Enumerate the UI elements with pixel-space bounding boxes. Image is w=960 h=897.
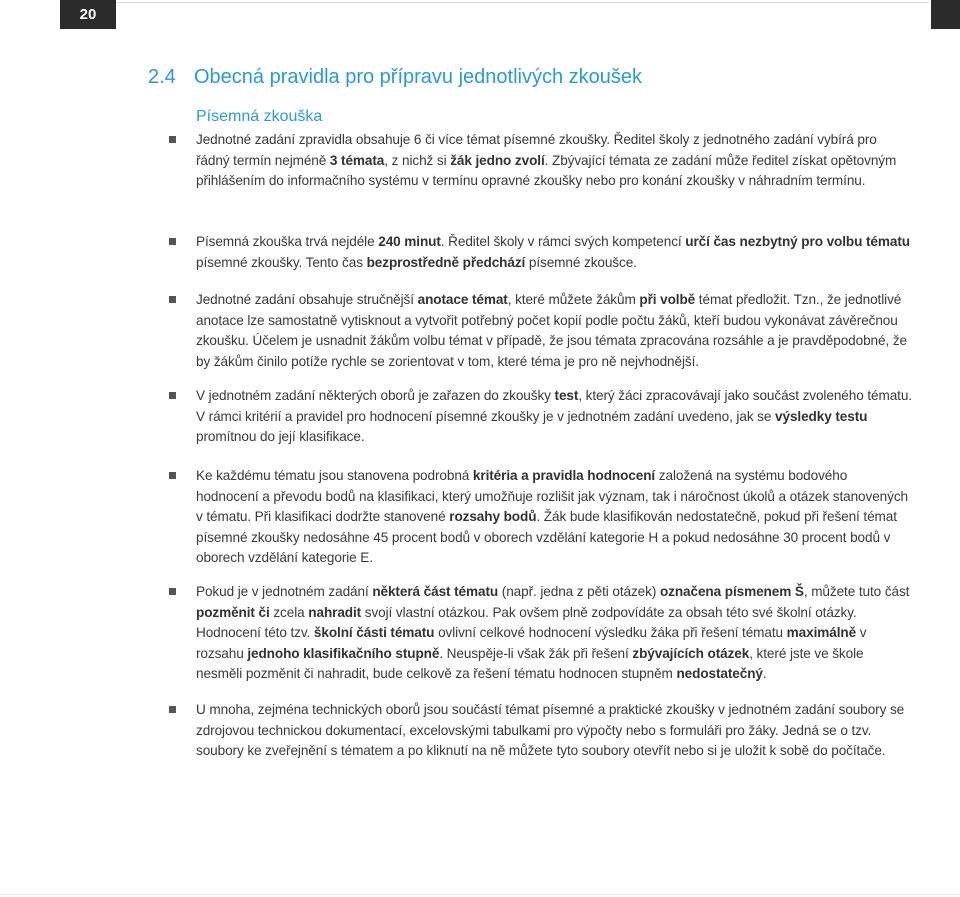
- emphasis-text: jednoho klasifikačního stupně: [247, 645, 440, 661]
- body-text: . Neuspěje-li však žák při řešení: [439, 645, 633, 661]
- bullet-square-icon: [169, 136, 176, 143]
- body-text: svojí vlastní otázkou. Pak ovšem plně zodpovídáte za obsah této své školní otázky. Hodnocení této tzv.: [196, 604, 857, 640]
- emphasis-text: výsledky testu: [775, 408, 868, 424]
- body-text: v rozsahu: [196, 625, 867, 661]
- body-text: témat předložit. Tzn., že jednotlivé anotace lze samostatně vytisknout a vytvořit potřebný počet kopií podle počtu žáků, kteří budou vykonávat závěrečnou zkoušku. Účelem je usnadnit žákům volbu témat v případě, že jsou témata zpracována rozsáhle a je pravděpodobné, že by žákům činilo potíže rychle se zorientovat v tom, které téma je pro ně nejvhodnější.: [196, 292, 907, 369]
- bullet-square-icon: [169, 472, 176, 479]
- body-text: promítnou do její klasifikace.: [196, 429, 365, 444]
- body-text: zcela: [269, 604, 309, 620]
- body-text: , které jste ve škole nesměli pozměnit či nahradit, bude celkově za řešení tématu hodnocen stupněm: [196, 645, 864, 681]
- emphasis-text: pozměnit či: [196, 604, 270, 620]
- emphasis-text: bezprostředně předchází: [366, 254, 526, 270]
- section-heading: [148, 66, 642, 89]
- body-text: písemné zkoušce.: [525, 254, 637, 270]
- list-item: [196, 466, 912, 569]
- bullet-square-icon: [169, 392, 176, 399]
- emphasis-text: nahradit: [308, 604, 362, 620]
- list-item: [196, 290, 912, 372]
- emphasis-text: školní části tématu: [313, 625, 435, 640]
- emphasis-text: maximálně: [786, 625, 857, 640]
- list-item: [196, 386, 912, 448]
- emphasis-text: rozsahy bodů: [449, 509, 537, 524]
- list-item: [196, 582, 912, 685]
- emphasis-text: 3 témata: [329, 152, 385, 168]
- bullet-square-icon: [169, 706, 176, 713]
- emphasis-text: při volbě: [639, 292, 696, 307]
- emphasis-text: některá část tématu: [372, 584, 499, 599]
- bullet-square-icon: [169, 296, 176, 303]
- body-text: Písemná zkouška trvá nejdéle: [196, 234, 379, 249]
- body-text: , můžete tuto část: [803, 584, 910, 599]
- emphasis-text: anotace témat: [417, 292, 508, 307]
- emphasis-text: nedostatečný: [676, 666, 763, 681]
- body-text: (např. jedna z pěti otázek): [498, 584, 660, 599]
- bullet-square-icon: [169, 238, 176, 245]
- emphasis-text: kritéria a pravidla hodnocení: [472, 468, 656, 483]
- subsection-title: Písemná zkouška: [196, 108, 323, 125]
- body-text: písemné zkoušky. Tento čas: [196, 254, 367, 270]
- footer-rule: [0, 894, 960, 895]
- emphasis-text: 240 minut: [378, 234, 441, 249]
- body-text: V jednotném zadání některých oborů je zařazen do zkoušky: [196, 388, 555, 403]
- header-rule: [116, 2, 929, 3]
- body-text: Jednotné zadání zpravidla obsahuje 6 či více témat písemné zkoušky. Ředitel školy z jednotného zadání vybírá pro řádný termín nejméně: [196, 132, 877, 168]
- body-text: .: [762, 666, 767, 681]
- emphasis-text: žák jedno zvolí: [450, 152, 545, 168]
- body-text: U mnoha, zejména technických oborů jsou součástí témat písemné a praktické zkoušky v jednotném zadání soubory se zdrojovou technickou dokumentací, excelovskými tabulkami pro výpočty nebo s formuláři pro žáky. Jedná se o tzv. soubory ke zveřejnění s tématem a po kliknutí na ně můžete tyto soubory otevřít nebo si je uložit k sobě do počítače.: [196, 702, 905, 758]
- emphasis-text: určí čas nezbytný pro volbu tématu: [685, 234, 910, 249]
- page-number: 20: [60, 0, 116, 29]
- body-text: ovlivní celkové hodnocení výsledku žáka při řešení tématu: [434, 625, 787, 640]
- emphasis-text: označena písmenem Š: [659, 584, 804, 599]
- section-title: Obecná pravidla pro přípravu jednotlivých zkoušek: [194, 66, 643, 88]
- list-item: [196, 130, 912, 192]
- body-text: založená na systému bodového hodnocení a převodu bodů na klasifikaci, který umožňuje rozlišit jak význam, tak i náročnost úkolů a otázek stanovených v tématu. Při klasifikaci dodržte stanovené: [196, 468, 908, 524]
- body-text: , které můžete žákům: [507, 292, 640, 307]
- rules-list: [196, 130, 912, 758]
- body-text: . Ředitel školy v rámci svých kompetencí: [440, 234, 686, 249]
- emphasis-text: test: [554, 388, 579, 403]
- emphasis-text: zbývajících otázek: [632, 645, 750, 661]
- body-text: . Žák bude klasifikován nedostatečně, pokud při řešení témat písemné zkoušky nedosáhne 45 procent bodů v oborech vzdělání kategorie H a pokud nedosáhne 30 procent bodů v oborech vzdělání kategorie E.: [196, 509, 897, 565]
- body-text: Jednotné zadání obsahuje stručnější: [196, 292, 418, 307]
- body-text: Ke každému tématu jsou stanovena podrobná: [196, 468, 473, 483]
- corner-marker: [931, 0, 960, 29]
- body-text: , z nichž si: [384, 152, 451, 168]
- section-number: 2.4: [148, 66, 176, 88]
- body-text: . Zbývající témata ze zadání může ředitel získat opětovným přihlášením do informačního systému v termínu opravné zkoušky nebo pro konání zkoušky v náhradním termínu.: [196, 152, 897, 188]
- list-item: [196, 232, 912, 273]
- body-text: Pokud je v jednotném zadání: [196, 584, 373, 599]
- bullet-square-icon: [169, 588, 176, 595]
- list-item: [196, 700, 912, 762]
- body-text: , který žáci zpracovávají jako součást zvoleného tématu. V rámci kritérií a pravidel pro hodnocení písemné zkoušky je v jednotném zadání uvedeno, jak se: [196, 388, 912, 424]
